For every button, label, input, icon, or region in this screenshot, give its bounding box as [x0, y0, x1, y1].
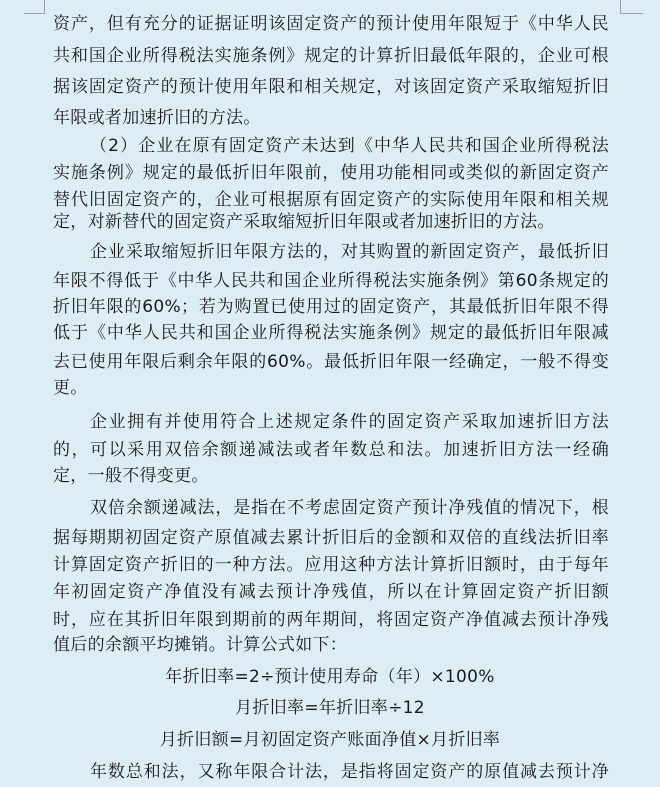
formula-annual-depreciation-rate: 年折旧率=2÷预计使用寿命（年）×100% [165, 667, 495, 687]
text-line: 企业拥有并使用符合上述规定条件的固定资产采取加速折旧方法 [90, 412, 609, 432]
text-line: 共和国企业所得税法实施条例》规定的计算折旧最低年限的，企业可根 [53, 46, 609, 66]
text-line: 据每期期初固定资产原值减去累计折旧后的金额和双倍的直线法折旧率 [53, 528, 609, 548]
text-line: 资产，但有充分的证据证明该固定资产的预计使用年限短于《中华人民 [53, 14, 609, 34]
text-line: 低于《中华人民共和国企业所得税法实施条例》规定的最低折旧年限减 [53, 323, 609, 343]
text-line: 替代旧固定资产的，企业可根据原有固定资产的实际使用年限和相关规 [53, 190, 609, 210]
text-line: 时，应在其折旧年限到期前的两年期间，将固定资产净值减去预计净残 [53, 610, 609, 630]
text-line: 企业采取缩短折旧年限方法的，对其购置的新固定资产，最低折旧 [90, 242, 609, 262]
text-line: 值后的余额平均摊销。计算公式如下： [53, 635, 348, 655]
text-line: 年初固定资产净值没有减去预计净残值，所以在计算固定资产折旧额 [53, 582, 609, 602]
text-line: 计算固定资产折旧的一种方法。应用这种方法计算折旧额时，由于每年 [53, 555, 609, 575]
text-line: 双倍余额递减法，是指在不考虑固定资产预计净残值的情况下，根 [90, 498, 609, 518]
text-line: 折旧年限的60%；若为购置已使用过的固定资产，其最低折旧年限不得 [53, 297, 609, 317]
formula-monthly-depreciation-amount: 月折旧额=月初固定资产账面净值×月折旧率 [159, 730, 501, 750]
text-line: 年限不得低于《中华人民共和国企业所得税法实施条例》第60条规定的 [53, 271, 609, 291]
text-line: 定，一般不得变更。 [53, 466, 209, 486]
text-line: 实施条例》规定的最低折旧年限前，使用功能相同或类似的新固定资产 [53, 163, 609, 183]
text-line: 年限或者加速折旧的方法。 [53, 108, 261, 128]
text-line: （2）企业在原有固定资产未达到《中华人民共和国企业所得税法 [90, 136, 609, 156]
text-line: 的，可以采用双倍余额递减法或者年数总和法。加速折旧方法一经确 [53, 440, 609, 460]
text-line: 据该固定资产的预计使用年限和相关规定，对该固定资产采取缩短折旧 [53, 77, 609, 97]
text-line: 年数总和法，又称年限合计法，是指将固定资产的原值减去预计净 [90, 762, 609, 782]
text-line: 更。 [53, 378, 88, 398]
formula-monthly-depreciation-rate: 月折旧率=年折旧率÷12 [235, 698, 425, 718]
text-line: 定，对新替代的固定资产采取缩短折旧年限或者加速折旧的方法。 [53, 212, 555, 232]
text-line: 去已使用年限后剩余年限的60%。最低折旧年限一经确定，一般不得变 [53, 352, 609, 372]
